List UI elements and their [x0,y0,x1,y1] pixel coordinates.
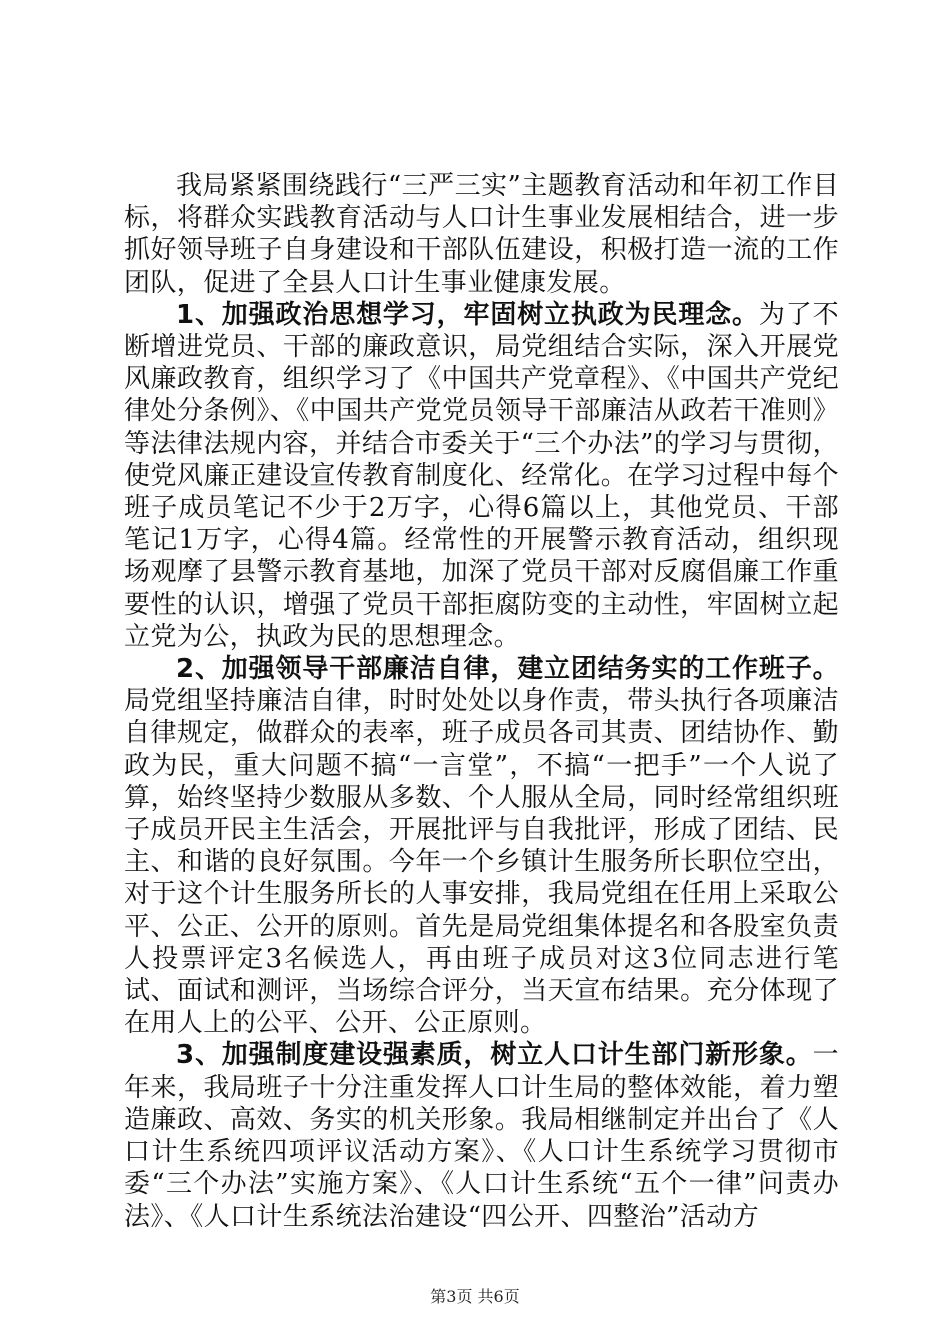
page-number-label: 第3页 共6页 [430,1287,520,1306]
section-3-text: 一年来，我局班子十分注重发挥人口计生局的整体效能，着力塑造廉政、高效、务实的机关形象。我局相继制定并出台了《人口计生系统四项评议活动方案》、《人口计生系统学习贯彻市委“三个办法”实施方案》、《人口计生系统“五个一律”问责办法》、《人口计生系统法治建设“四公开、四整治”活动方 [124,1040,839,1232]
section-3-heading: 3、加强制度建设强素质，树立人口计生部门新形象。 [176,1040,813,1071]
section-2-paragraph [124,653,839,1039]
page-footer [0,1284,950,1307]
section-2-heading: 2、加强领导干部廉洁自律，建立团结务实的工作班子。 [176,654,839,685]
document-body [124,170,839,1233]
section-1-text: 为了不断增进党员、干部的廉政意识，局党组结合实际，深入开展党风廉政教育，组织学习了《中国共产党章程》、《中国共产党纪律处分条例》、《中国共产党党员领导干部廉洁从政若干准则》等法律法规内容，并结合市委关于“三个办法”的学习与贯彻，使党风廉正建设宣传教育制度化、经常化。在学习过程中每个班子成员笔记不少于2万字，心得6篇以上，其他党员、干部笔记1万字，心得4篇。经常性的开展警示教育活动，组织现场观摩了县警示教育基地，加深了党员干部对反腐倡廉工作重要性的认识，增强了党员干部拒腐防变的主动性，牢固树立起立党为公，执政为民的思想理念。 [124,299,839,652]
intro-paragraph [124,170,839,299]
intro-paragraph-text: 我局紧紧围绕践行“三严三实”主题教育活动和年初工作目标，将群众实践教育活动与人口计生事业发展相结合，进一步抓好领导班子自身建设和干部队伍建设，积极打造一流的工作团队，促进了全县人口计生事业健康发展。 [124,171,839,298]
section-3-paragraph [124,1039,839,1232]
section-2-text: 局党组坚持廉洁自律，时时处处以身作责，带头执行各项廉洁自律规定，做群众的表率，班子成员各司其责、团结协作、勤政为民，重大问题不搞“一言堂”，不搞“一把手”一个人说了算，始终坚持少数服从多数、个人服从全局，同时经常组织班子成员开民主生活会，开展批评与自我批评，形成了团结、民主、和谐的良好氛围。今年一个乡镇计生服务所长职位空出，对于这个计生服务所长的人事安排，我局党组在任用上采取公平、公正、公开的原则。首先是局党组集体提名和各股室负责人投票评定3名候选人，再由班子成员对这3位同志进行笔试、面试和测评，当场综合评分，当天宣布结果。充分体现了在用人上的公平、公开、公正原则。 [124,686,839,1039]
section-1-paragraph [124,299,839,653]
section-1-heading: 1、加强政治思想学习，牢固树立执政为民理念。 [176,299,759,330]
